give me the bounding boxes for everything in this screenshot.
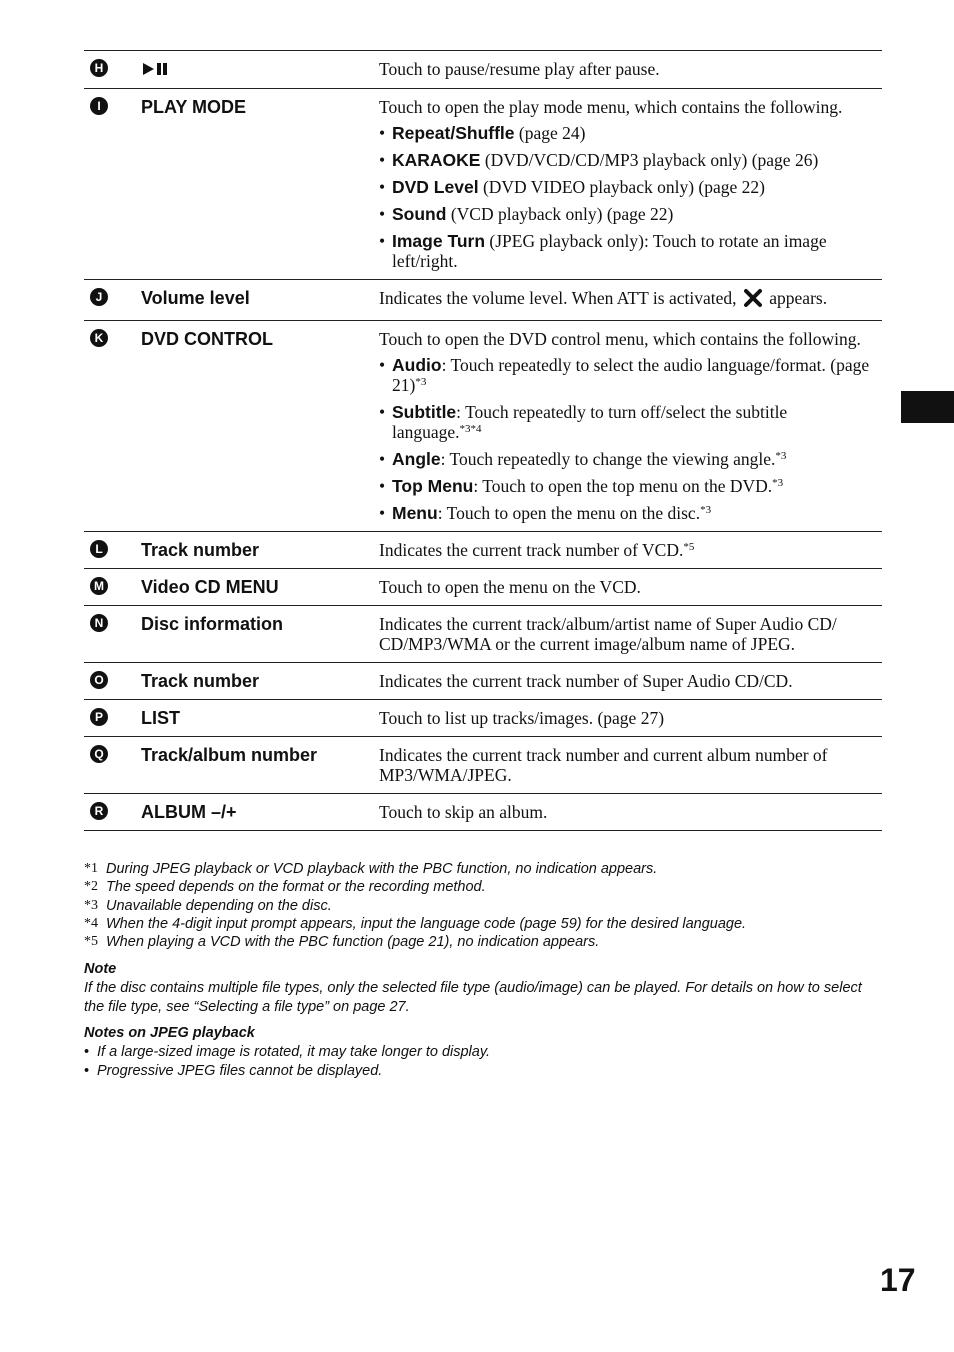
callout-letter: P — [90, 708, 108, 726]
table-row — [84, 606, 882, 663]
row-description: Touch to open the DVD control menu, which contains the following. — [379, 329, 861, 350]
table-row — [84, 663, 882, 700]
list-item: • KARAOKE (DVD/VCD/CD/MP3 playback only) (page 26) — [379, 150, 878, 170]
list-item: • If a large-sized image is rotated, it may take longer to display. — [84, 1044, 491, 1060]
row-description: Indicates the current track number and current album number of MP3/WMA/JPEG. — [379, 745, 828, 786]
table-row — [84, 89, 882, 280]
section-tab-marker — [901, 391, 954, 423]
list-item: • Sound (VCD playback only) (page 22) — [379, 204, 878, 224]
footnote: *2 The speed depends on the format or the recording method. — [84, 879, 486, 896]
row-description: Touch to open the play mode menu, which contains the following. — [379, 97, 843, 118]
row-name: Track number — [141, 540, 260, 561]
table-row — [84, 51, 882, 89]
list-item: • Subtitle: Touch repeatedly to turn off/select the subtitle language.$^{*3*4}$ — [379, 402, 878, 442]
row-name: PLAY MODE — [141, 97, 247, 118]
callout-letter: R — [90, 802, 108, 820]
callout-letter: I — [90, 97, 108, 115]
jpeg-notes-heading: Notes on JPEG playback — [84, 1025, 255, 1041]
play-pause-icon — [141, 60, 171, 80]
table-row — [84, 700, 882, 737]
callout-letter: H — [90, 59, 108, 77]
row-name: Disc information — [141, 614, 284, 635]
callout-letter: K — [90, 329, 108, 347]
row-description: Touch to skip an album. — [379, 802, 548, 823]
row-name: ALBUM –/+ — [141, 802, 237, 823]
list-item: • DVD Level (DVD VIDEO playback only) (page 22) — [379, 177, 878, 197]
note-text: If the disc contains multiple file types, only the selected file type (audio/image) can be played. For details on how to select the file type, see “Selecting a file type” on page 27. — [84, 980, 862, 1015]
option-list — [379, 123, 878, 271]
page-number: 17 — [880, 1262, 916, 1298]
row-name: Track/album number — [141, 745, 318, 766]
row-description: Indicates the current track number of VCD.$^{*5}$ — [379, 540, 695, 561]
list-item: • Image Turn (JPEG playback only): Touch to rotate an image left/right. — [379, 231, 878, 271]
row-description: Touch to open the menu on the VCD. — [379, 577, 641, 598]
row-description: Touch to pause/resume play after pause. — [379, 59, 660, 79]
list-item: • Top Menu: Touch to open the top menu on the DVD.$^{*3}$ — [379, 476, 878, 496]
footnote: *3 Unavailable depending on the disc. — [84, 897, 332, 914]
list-item: • Menu: Touch to open the menu on the disc.$^{*3}$ — [379, 503, 878, 523]
note-heading: Note — [84, 961, 117, 977]
list-item: • Repeat/Shuffle (page 24) — [379, 123, 878, 143]
footnote: *5 When playing a VCD with the PBC function (page 21), no indication appears. — [84, 934, 600, 951]
callout-letter: N — [90, 614, 108, 632]
callout-letter: J — [90, 288, 108, 306]
table-row — [84, 532, 882, 569]
row-name: LIST — [141, 708, 180, 729]
row-description: Indicates the current track/album/artist name of Super Audio CD/ CD/MP3/WMA or the current image/album name of JPEG. — [379, 614, 837, 655]
row-name: Track number — [141, 671, 260, 692]
row-name: Volume level — [141, 288, 250, 309]
row-name: Video CD MENU — [141, 577, 279, 598]
list-item: • Audio: Touch repeatedly to select the audio language/format. (page 21)$^{*3}$ — [379, 355, 878, 395]
table-row — [84, 280, 882, 321]
jpeg-notes — [84, 1024, 884, 1081]
callout-letter: M — [90, 577, 108, 595]
table-row — [84, 737, 882, 794]
list-item: • Angle: Touch repeatedly to change the viewing angle.$^{*3}$ — [379, 449, 878, 469]
note — [84, 960, 884, 1017]
att-mute-icon — [743, 288, 763, 312]
row-description: Indicates the volume level. When ATT is activated, appears. — [379, 288, 878, 312]
table-row — [84, 321, 882, 532]
footnote: *4 When the 4-digit input prompt appears, input the language code (page 59) for the desired language. — [84, 915, 747, 932]
row-name: DVD CONTROL — [141, 329, 273, 350]
option-list — [379, 355, 878, 523]
footnotes — [84, 860, 884, 951]
list-item: • Progressive JPEG files cannot be displayed. — [84, 1063, 383, 1079]
table-row — [84, 794, 882, 831]
footnote: *1 During JPEG playback or VCD playback with the PBC function, no indication appears. — [84, 861, 658, 877]
table-row — [84, 569, 882, 606]
row-description: Touch to list up tracks/images. (page 27) — [379, 708, 665, 729]
row-description: Indicates the current track number of Super Audio CD/CD. — [379, 671, 793, 692]
callout-letter: L — [90, 540, 108, 558]
callout-letter: O — [90, 671, 108, 689]
callout-letter: Q — [90, 745, 108, 763]
controls-table — [84, 50, 882, 831]
